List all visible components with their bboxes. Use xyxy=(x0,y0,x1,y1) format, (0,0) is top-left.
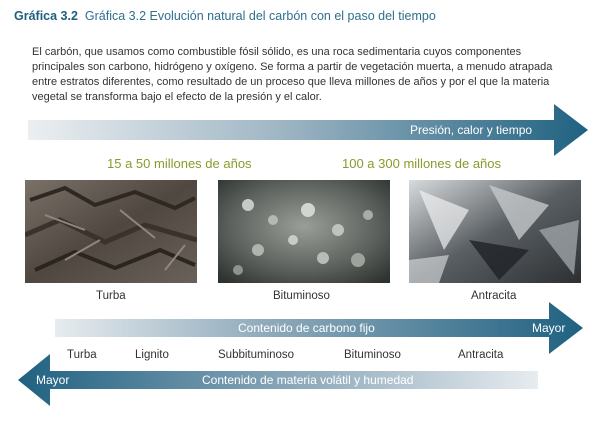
pressure-heat-time-label: Presión, calor y tiempo xyxy=(410,123,533,137)
figure-number: Gráfica 3.2 xyxy=(14,9,78,23)
fixed-carbon-label: Contenido de carbono fijo xyxy=(238,321,375,335)
rank-bituminous: Bituminoso xyxy=(344,349,401,361)
photo-label-peat: Turba xyxy=(96,290,126,302)
volatile-matter-label: Contenido de materia volátil y humedad xyxy=(202,373,414,387)
rank-peat: Turba xyxy=(67,349,97,361)
peat-photo xyxy=(25,180,197,283)
period-label-1: 15 a 50 millones de años xyxy=(107,156,252,171)
bituminous-photo xyxy=(218,180,390,283)
figure-caption: Gráfica 3.2 Evolución natural del carbón con el paso del tiempo xyxy=(84,9,436,23)
anthracite-photo xyxy=(409,180,581,283)
intro-paragraph: El carbón, que usamos como combustible fósil sólido, es una roca sedimentaria cuyos componentes principales son carbono, hidrógeno y oxígeno. Se forma a partir de vegetación muerta, a menudo atrapada entre estratos diferentes, como resultado de un proceso que lleva millones de años y por el que la materia vegetal se transforma bajo el efecto de la presión y el calor. xyxy=(32,46,553,103)
fixed-carbon-max-label: Mayor xyxy=(532,321,566,335)
photo-label-bituminous: Bituminoso xyxy=(273,290,330,302)
period-label-2: 100 a 300 millones de años xyxy=(342,156,502,171)
volatile-matter-max-label: Mayor xyxy=(36,373,70,387)
rank-lignite: Lignito xyxy=(135,349,169,361)
figure-title xyxy=(14,9,436,23)
rank-subbituminous: Subbituminoso xyxy=(218,349,295,361)
photo-label-anthracite: Antracita xyxy=(471,290,517,302)
rank-anthracite: Antracita xyxy=(458,349,504,361)
